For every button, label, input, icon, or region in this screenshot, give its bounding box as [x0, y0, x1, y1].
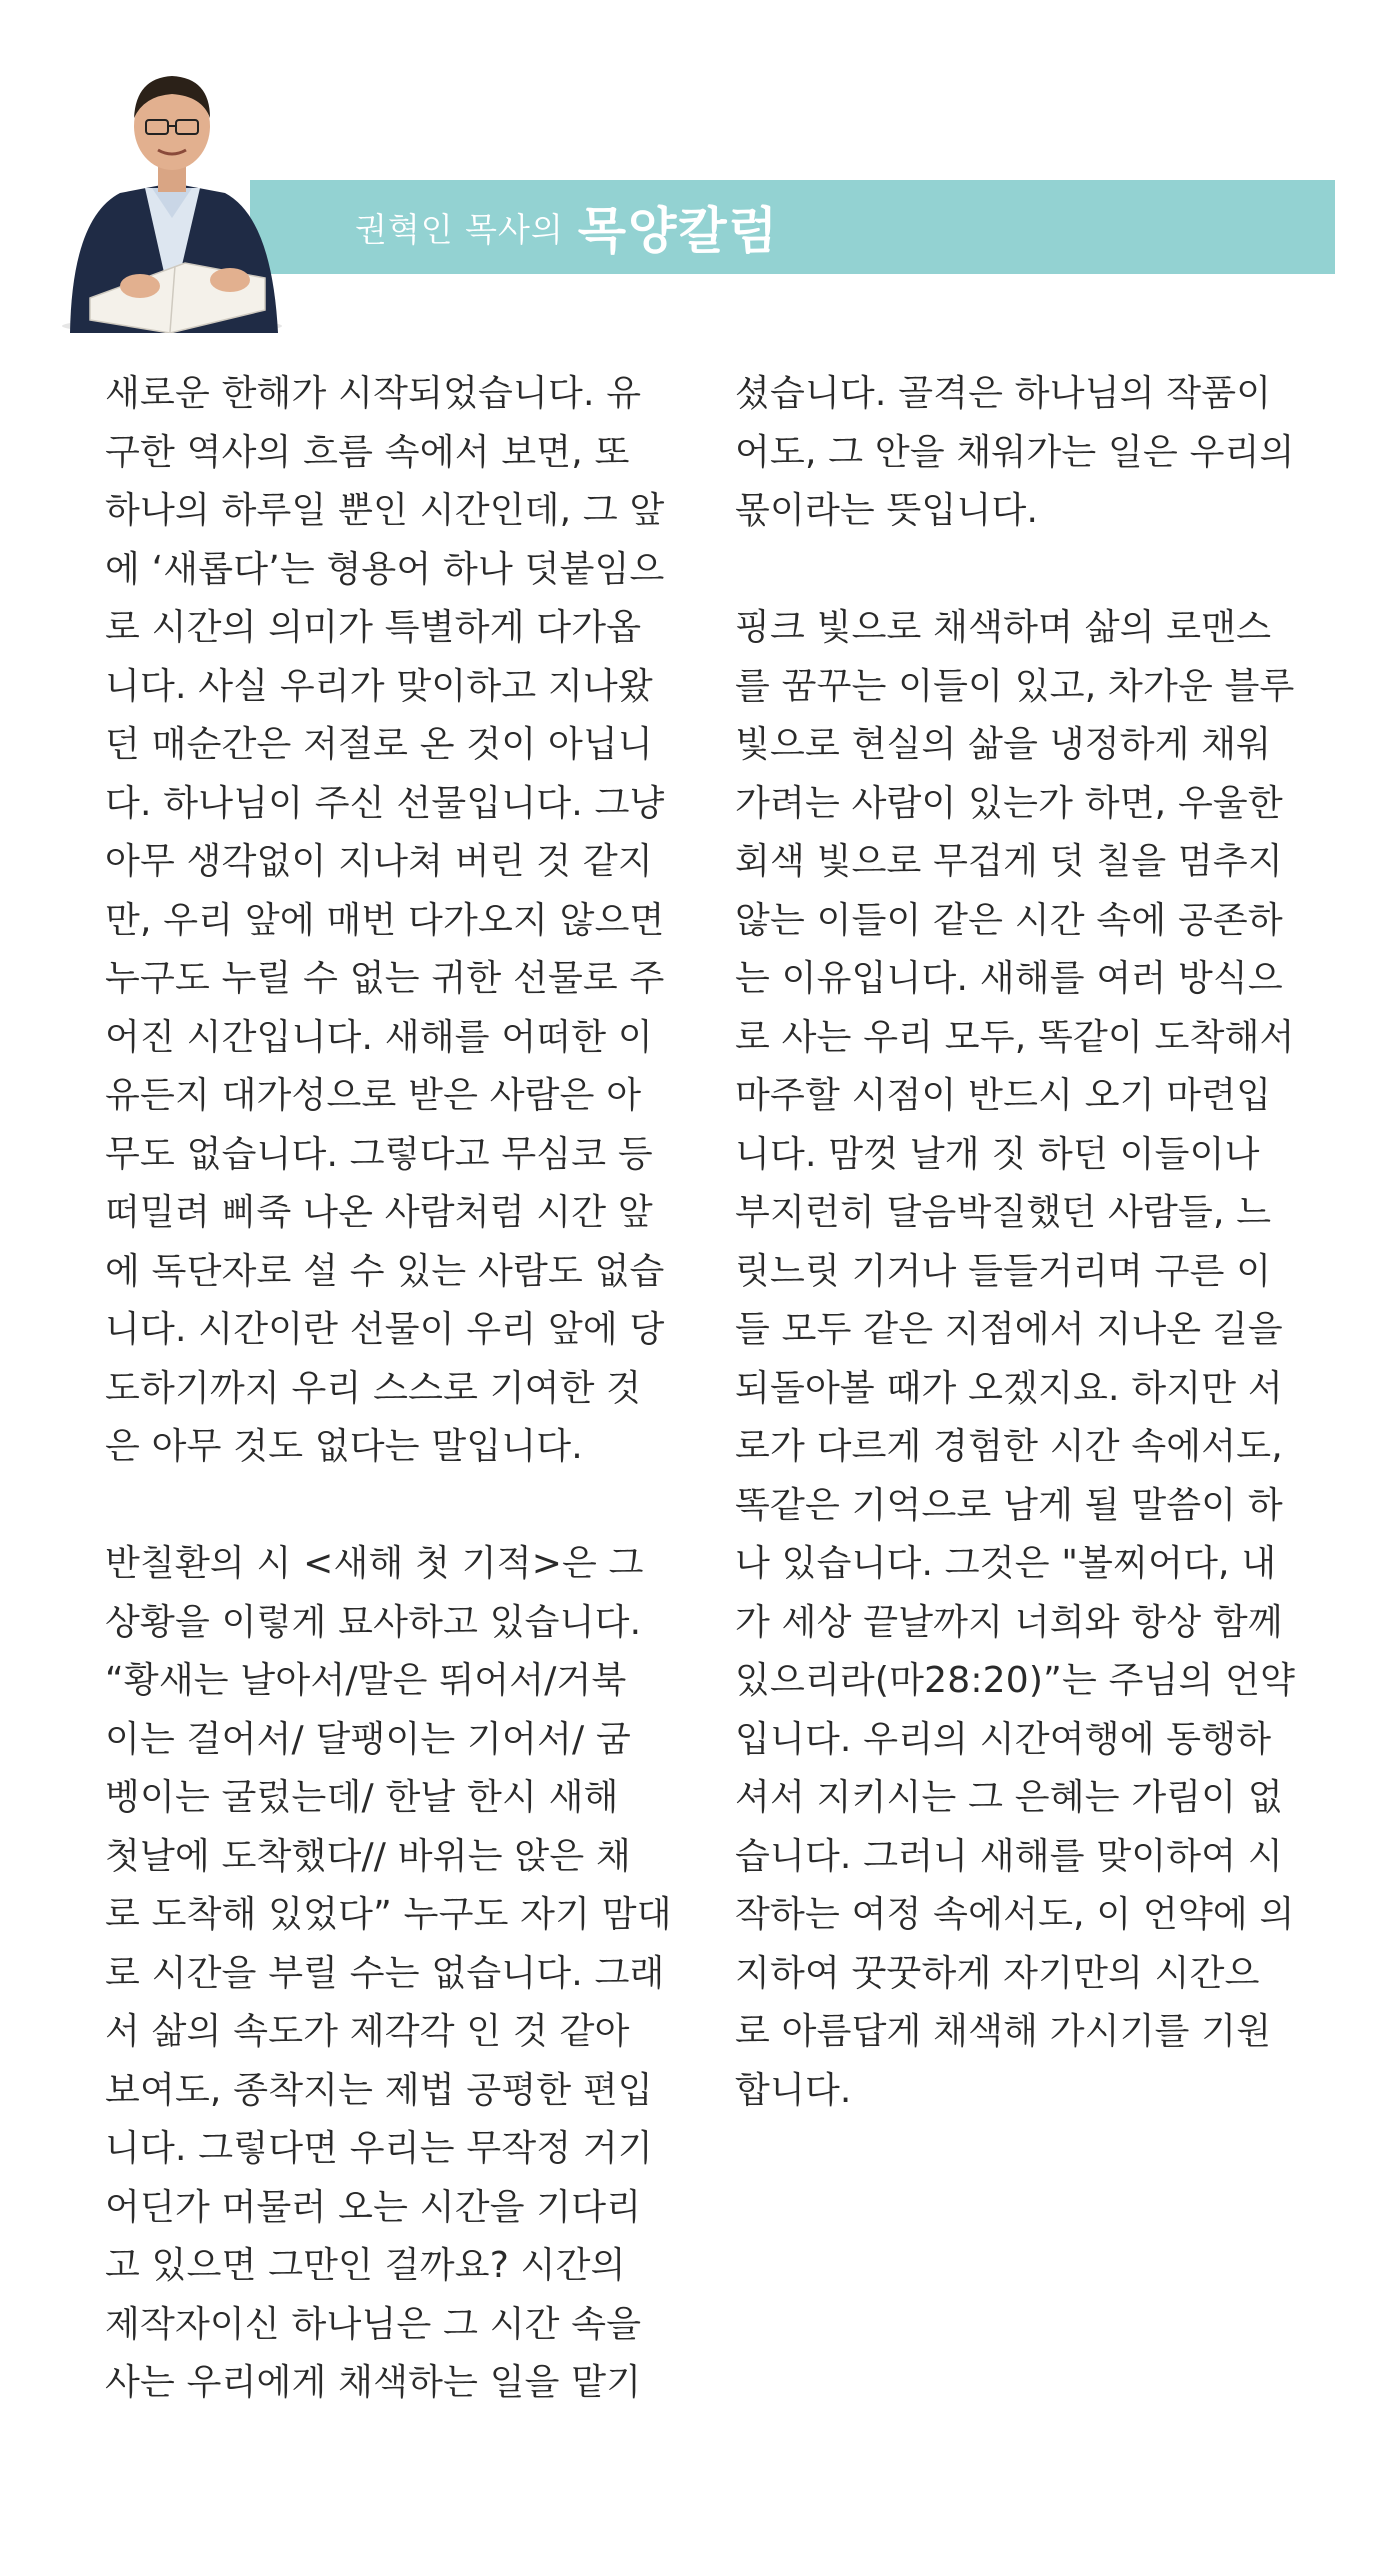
- paragraph-spacer: [735, 541, 1315, 600]
- author-label: 권혁인 목사의: [355, 209, 564, 249]
- column-header-title: [355, 180, 779, 274]
- paragraph-spacer: [105, 1477, 685, 1536]
- column-header-banner: [250, 180, 1335, 274]
- pastor-portrait-photo: [60, 48, 285, 333]
- article-column-right: [735, 365, 1315, 2120]
- article-column-left: [105, 365, 685, 2413]
- article-paragraph: 셨습니다. 골격은 하나님의 작품이 어도, 그 안을 채워가는 일은 우리의 몫이라는 뜻입니다.: [735, 373, 1295, 531]
- article-paragraph: 핑크 빛으로 채색하며 삶의 로맨스 를 꿈꾸는 이들이 있고, 차가운 블루 빛으로 현실의 삶을 냉정하게 채워 가려는 사람이 있는가 하면, 우울한 회색 빛으로 무겁게 덧 칠을 멈추지 않는 이들이 같은 시간 속에 공존하 는 이유입니다. 새해를 여러 방식으 로 사는 우리 모두, 똑같이 도착해서 마주할 시점이 반드시 오기 마련입 니다. 맘껏 날개 짓 하던 이들이나 부지런히 달음박질했던 사람들, 느 릿느릿 기거나 들들거리며 구른 이 들 모두 같은 지점에서 지나온 길을 되돌아볼 때가 오겠지요. 하지만 서 로가 다르게 경험한 시간 속에서도, 똑같은 기억으로 남게 될 말씀이 하 나 있습니다. 그것은 "볼찌어다, 내 가 세상 끝날까지 너희와 항상 함께 있으리라(마28:20)”는 주님의 언약 입니다. 우리의 시간여행에 동행하 셔서 지키시는 그 은혜는 가림이 없 습니다. 그러니 새해를 맞이하여 시 작하는 여정 속에서도, 이 언약에 의 지하여 꿋꿋하게 자기만의 시간으 로 아름답게 채색해 가시기를 기원 합니다.: [735, 607, 1296, 2111]
- article-paragraph: 반칠환의 시 <새해 첫 기적>은 그 상황을 이렇게 묘사하고 있습니다. “황새는 날아서/말은 뛰어서/거북 이는 걸어서/ 달팽이는 기어서/ 굼 벵이는 굴렀는데/ 한날 한시 새해 첫날에 도착했다// 바위는 앉은 채 로 도착해 있었다” 누구도 자기 맘대 로 시간을 부릴 수는 없습니다. 그래 서 삶의 속도가 제각각 인 것 같아 보여도, 종착지는 제법 공평한 편입 니다. 그렇다면 우리는 무작정 거기 어딘가 머물러 오는 시간을 기다리 고 있으면 그만인 걸까요? 시간의 제작자이신 하나님은 그 시간 속을 사는 우리에게 채색하는 일을 맡기: [105, 1543, 672, 2403]
- article-paragraph: 새로운 한해가 시작되었습니다. 유 구한 역사의 흐름 속에서 보면, 또 하나의 하루일 뿐인 시간인데, 그 앞 에 ‘새롭다’는 형용어 하나 덧붙임으 로 시간의 의미가 특별하게 다가옵 니다. 사실 우리가 맞이하고 지나왔 던 매순간은 저절로 온 것이 아닙니 다. 하나님이 주신 선물입니다. 그냥 아무 생각없이 지나쳐 버린 것 같지 만, 우리 앞에 매번 다가오지 않으면 누구도 누릴 수 없는 귀한 선물로 주 어진 시간입니다. 새해를 어떠한 이 유든지 대가성으로 받은 사람은 아 무도 없습니다. 그렇다고 무심코 등 떠밀려 삐죽 나온 사람처럼 시간 앞 에 독단자로 설 수 있는 사람도 없습 니다. 시간이란 선물이 우리 앞에 당 도하기까지 우리 스스로 기여한 것 은 아무 것도 없다는 말입니다.: [105, 373, 665, 1467]
- column-title: 목양칼럼: [577, 202, 779, 260]
